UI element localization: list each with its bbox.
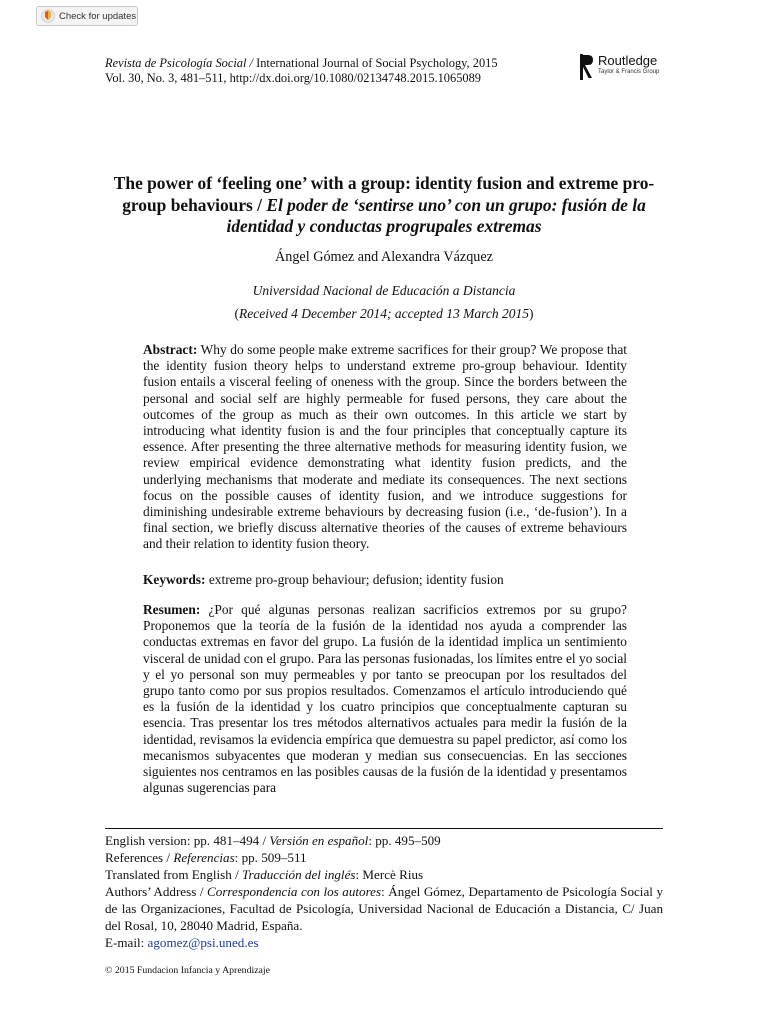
publisher-group: Taylor & Francis Group bbox=[598, 69, 660, 75]
email-link[interactable]: agomez@psi.uned.es bbox=[147, 935, 259, 950]
title-spanish: El poder de ‘sentirse uno’ con un grupo: fusión de la identidad y conductas progrupales extremas bbox=[226, 194, 646, 236]
check-updates-label: Check for updates bbox=[59, 10, 137, 22]
publisher-name: Routledge bbox=[598, 53, 658, 68]
keywords-text: extreme pro-group behaviour; defusion; identity fusion bbox=[205, 572, 504, 587]
check-for-updates-button[interactable] bbox=[36, 6, 138, 26]
check-updates-icon bbox=[41, 9, 55, 23]
footnote-address: Authors’ Address / Correspondencia con los autores: Ángel Gómez, Departamento de Psicología Social y de las Organizaciones, Facultad de Psicología, Universidad Nacional de Educación a Distancia, C/ Juan del Rosal, 10, 28040 Madrid, España. bbox=[105, 884, 663, 933]
footnote-references: References / Referencias: pp. 509–511 bbox=[105, 850, 307, 865]
received-text: Received 4 December 2014; accepted 13 March 2015 bbox=[238, 306, 529, 321]
journal-volume-doi: Vol. 30, No. 3, 481–511, http://dx.doi.org/10.1080/02134748.2015.1065089 bbox=[105, 71, 481, 85]
publisher-logo bbox=[580, 54, 659, 80]
routledge-logo-icon bbox=[580, 54, 594, 80]
article-title bbox=[100, 173, 668, 238]
authors: Ángel Gómez and Alexandra Vázquez bbox=[275, 249, 493, 265]
resumen bbox=[143, 602, 627, 796]
footnote-email: E-mail: agomez@psi.uned.es bbox=[105, 935, 259, 950]
resumen-text: ¿Por qué algunas personas realizan sacrificios extremos por su grupo? Proponemos que la teoría de la fusión de la identidad nos ayuda a comprender las conductas extremas en favor del grupo. La fusión de la identidad implica un sentimiento visceral de unidad con el grupo. Para las personas fusionadas, los límites entre el yo social y el yo personal son muy permeables y por tanto se preocupan por los resultados del grupo tanto como por sus propios resultados. Comenzamos el artículo introduciendo qué es la fusión de la identidad y los cuatro principios que conceptualmente capturan su esencia. Tras presentar los tres métodos alternativos actuales para medir la fusión de la identidad, revisamos la evidencia empírica que demuestra su papel predictor, así como los mecanismos subyacentes que moderan y median sus consecuencias. En las secciones siguientes nos centramos en las posibles causas de la fusión de la identidad y presentamos algunas sugerencias para bbox=[143, 602, 627, 796]
keywords bbox=[143, 572, 627, 588]
keywords-label: Keywords: bbox=[143, 572, 206, 587]
affiliation: Universidad Nacional de Educación a Distancia bbox=[252, 283, 516, 298]
abstract-label: Abstract: bbox=[143, 342, 198, 357]
resumen-label: Resumen: bbox=[143, 602, 201, 617]
footnote-divider bbox=[105, 828, 663, 829]
footnotes bbox=[105, 832, 663, 951]
copyright: © 2015 Fundacion Infancia y Aprendizaje bbox=[105, 965, 270, 976]
footnote-translation: Translated from English / Traducción del inglés: Mercè Rius bbox=[105, 867, 424, 882]
received-dates: (Received 4 December 2014; accepted 13 March 2015) bbox=[234, 306, 534, 321]
abstract bbox=[143, 342, 627, 553]
journal-name: Revista de Psicología Social / bbox=[105, 56, 253, 70]
title-english: The power of ‘feeling one’ with a group: identity fusion and extreme pro-group behaviours / bbox=[113, 173, 655, 215]
journal-name-en: International Journal of Social Psychology, 2015 bbox=[252, 56, 498, 70]
footnote-version: English version: pp. 481–494 / Versión en español: pp. 495–509 bbox=[105, 833, 441, 848]
journal-citation bbox=[105, 56, 565, 86]
abstract-text: Why do some people make extreme sacrifices for their group? We propose that the identity fusion theory helps to understand extreme pro-group behaviour. Identity fusion entails a visceral feeling of oneness with the group. Since the borders between the personal and social self are highly permeable for fused persons, they care about the outcomes of the group as much as their own outcomes. In this article we start by introducing what identity fusion is and the four principles that conceptually capture its essence. After presenting the three alternative methods for measuring identity fusion, we review empirical evidence demonstrating what identity fusion predicts, and the underlying mechanisms that moderate and mediate its consequences. The next sections focus on the possible causes of identity fusion, and we introduce suggestions for diminishing undesirable extreme behaviours by decreasing fusion (i.e., ‘de-fusion’). In a final section, we briefly discuss alternative theories of the causes of extreme behaviours and their relation to identity fusion theory. bbox=[143, 342, 627, 552]
